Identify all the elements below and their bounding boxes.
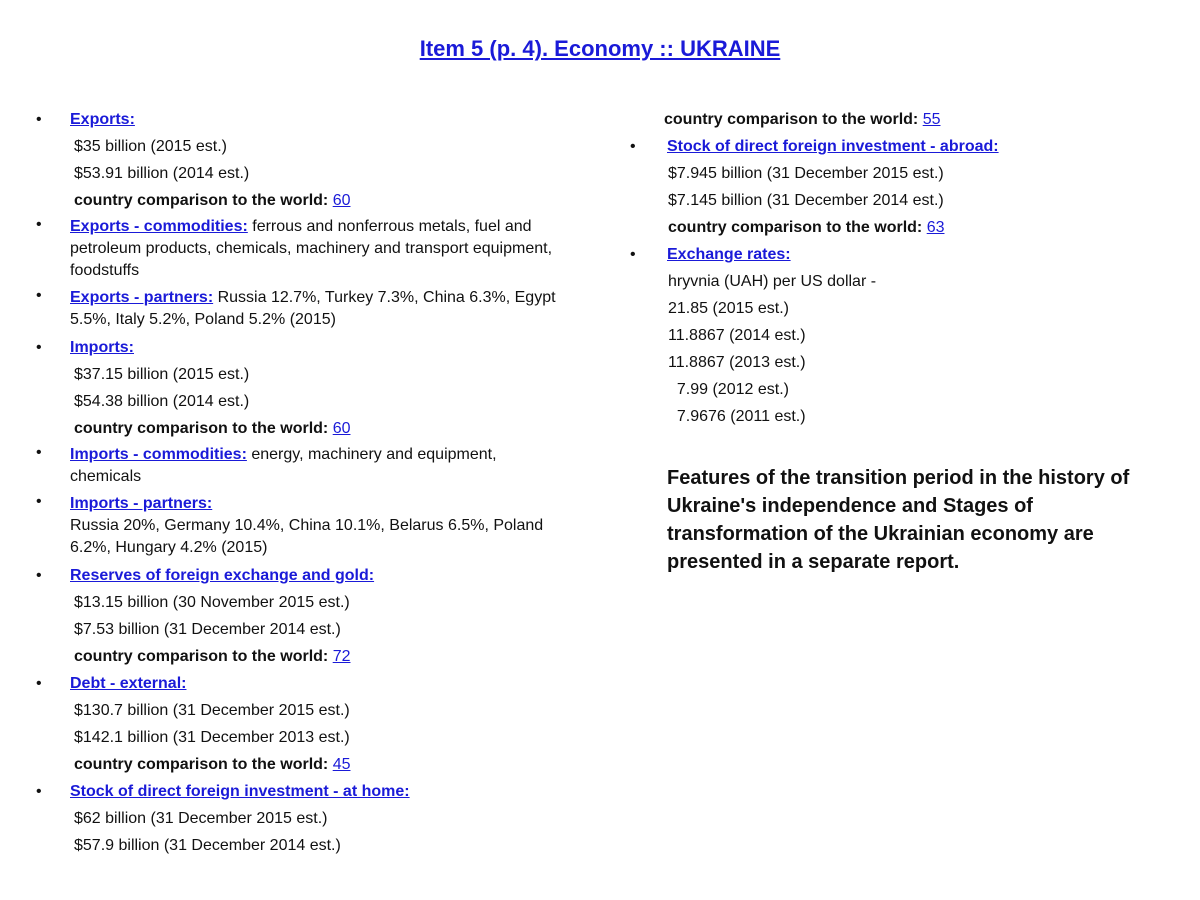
reserves-value-2014: $7.53 billion (31 December 2014 est.) xyxy=(74,621,341,638)
comparison-label: country comparison to the world: xyxy=(74,756,329,773)
exports-value-2014: $53.91 billion (2014 est.) xyxy=(74,165,250,182)
bullet-icon: • xyxy=(36,111,42,128)
fdi-home-value-2015: $62 billion (31 December 2015 est.) xyxy=(74,810,328,827)
imports-item xyxy=(36,334,566,361)
imports-rank-link[interactable]: 60 xyxy=(332,420,351,437)
comparison-label: country comparison to the world: xyxy=(74,420,329,437)
imports-comparison xyxy=(36,415,566,442)
debt-value-2015: $130.7 billion (31 December 2015 est.) xyxy=(74,702,350,719)
bullet-icon: • xyxy=(36,493,42,510)
imports-link[interactable]: Imports: xyxy=(70,339,134,356)
fdi-abroad-comparison xyxy=(630,214,1160,241)
imports-commodities-text: energy, machinery and equipment, chemicals xyxy=(70,446,497,485)
right-column xyxy=(630,106,1160,430)
reserves-item xyxy=(36,562,566,589)
exports-commodities-link[interactable]: Exports - commodities: xyxy=(70,218,248,235)
reserves-comparison xyxy=(36,643,566,670)
debt-rank-link[interactable]: 45 xyxy=(332,756,351,773)
reserves-value-2015: $13.15 billion (30 November 2015 est.) xyxy=(74,594,350,611)
transition-features-note: Features of the transition period in the history of Ukraine's independence and Stages of transformation of the Ukrainian economy are presented in a separate report. xyxy=(667,467,1130,573)
comparison-label: country comparison to the world: xyxy=(668,219,923,236)
imports-commodities-item xyxy=(36,442,566,491)
bullet-icon: • xyxy=(36,339,42,356)
bullet-icon: • xyxy=(36,287,42,304)
comparison-label: country comparison to the world: xyxy=(74,192,329,209)
fdi-home-comparison xyxy=(630,106,1160,133)
exchange-rate-2014: 11.8867 (2014 est.) xyxy=(668,327,806,344)
imports-commodities-link[interactable]: Imports - commodities: xyxy=(70,446,247,463)
fdi-abroad-value-2015: $7.945 billion (31 December 2015 est.) xyxy=(668,165,944,182)
bullet-icon: • xyxy=(36,567,42,584)
bullet-icon: • xyxy=(36,444,42,461)
fdi-home-link[interactable]: Stock of direct foreign investment - at home: xyxy=(70,783,410,800)
exchange-rate-2013: 11.8867 (2013 est.) xyxy=(668,354,806,371)
debt-value-2013: $142.1 billion (31 December 2013 est.) xyxy=(74,729,350,746)
exports-item xyxy=(36,106,566,133)
bullet-icon: • xyxy=(630,138,636,155)
fdi-home-rank-link[interactable]: 55 xyxy=(922,111,941,128)
comparison-label: country comparison to the world: xyxy=(664,111,919,128)
exports-value-2015: $35 billion (2015 est.) xyxy=(74,138,227,155)
reserves-rank-link[interactable]: 72 xyxy=(332,648,351,665)
imports-partners-text: Russia 20%, Germany 10.4%, China 10.1%, Belarus 6.5%, Poland 6.2%, Hungary 4.2% (2015) xyxy=(70,517,544,556)
exports-link[interactable]: Exports: xyxy=(70,111,135,128)
page-title xyxy=(0,36,1200,62)
debt-comparison xyxy=(36,751,566,778)
comparison-label: country comparison to the world: xyxy=(74,648,329,665)
imports-partners-link[interactable]: Imports - partners: xyxy=(70,495,213,512)
exchange-rates-link[interactable]: Exchange rates: xyxy=(667,246,791,263)
imports-partners-item xyxy=(36,491,566,562)
debt-item xyxy=(36,670,566,697)
left-column xyxy=(36,106,566,859)
debt-link[interactable]: Debt - external: xyxy=(70,675,187,692)
exchange-rates-unit: hryvnia (UAH) per US dollar - xyxy=(668,273,877,290)
fdi-abroad-item xyxy=(630,133,1160,160)
fdi-home-item xyxy=(36,778,566,805)
exports-commodities-item xyxy=(36,214,566,285)
fdi-home-value-2014: $57.9 billion (31 December 2014 est.) xyxy=(74,837,341,854)
fdi-abroad-link[interactable]: Stock of direct foreign investment - abroad: xyxy=(667,138,999,155)
exchange-rate-2012: 7.99 (2012 est.) xyxy=(668,381,789,398)
fdi-abroad-rank-link[interactable]: 63 xyxy=(926,219,945,236)
exports-comparison xyxy=(36,187,566,214)
exchange-rate-2011: 7.9676 (2011 est.) xyxy=(668,408,806,425)
fdi-abroad-value-2014: $7.145 billion (31 December 2014 est.) xyxy=(668,192,944,209)
exports-partners-link[interactable]: Exports - partners: xyxy=(70,289,214,306)
exports-partners-item xyxy=(36,285,566,334)
reserves-link[interactable]: Reserves of foreign exchange and gold: xyxy=(70,567,375,584)
exchange-rates-item xyxy=(630,241,1160,268)
bullet-icon: • xyxy=(36,216,42,233)
bullet-icon: • xyxy=(630,246,636,263)
exports-rank-link[interactable]: 60 xyxy=(332,192,351,209)
imports-value-2014: $54.38 billion (2014 est.) xyxy=(74,393,250,410)
page-title-link[interactable]: Item 5 (p. 4). Economy :: UKRAINE xyxy=(419,36,781,61)
bullet-icon: • xyxy=(36,783,42,800)
imports-value-2015: $37.15 billion (2015 est.) xyxy=(74,366,250,383)
exports-partners-text: Russia 12.7%, Turkey 7.3%, China 6.3%, Egypt 5.5%, Italy 5.2%, Poland 5.2% (2015) xyxy=(70,289,556,328)
bullet-icon: • xyxy=(36,675,42,692)
exports-commodities-text: ferrous and nonferrous metals, fuel and petroleum products, chemicals, machinery and transport equipment, foodstuffs xyxy=(70,218,553,279)
exchange-rate-2015: 21.85 (2015 est.) xyxy=(668,300,789,317)
